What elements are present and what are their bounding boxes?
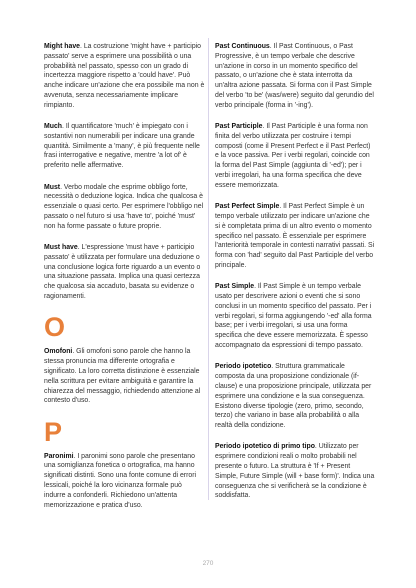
entry-term: Past Participle	[215, 123, 263, 131]
entry-term: Past Continuous	[215, 43, 270, 50]
entry-definition: . I paronimi sono parole che presentano una somiglianza fonetica o ortografica, ma hanno significati distinti. Sono una fonte comune di errori lessicali, poiché la loro vicinanza formale può indurre a confonderli. Richiedono un'attenta memorizzazione e pratica d'uso.	[44, 452, 197, 509]
entry-term: Must	[44, 183, 61, 191]
entry-definition: . L'espressione 'must have + participio passato' è utilizzata per formulare una deduzione o una conclusione logica forte riguardo a un evento o una situazione passata. Implica una quasi certezza che qualcosa sia accaduto, basata su evidenze o ragionamenti.	[44, 244, 201, 301]
column-divider	[208, 38, 209, 500]
entry-term: Must have	[44, 244, 78, 252]
entry-must	[44, 183, 205, 232]
section-letter-p: P	[44, 416, 63, 447]
right-column	[215, 42, 375, 513]
entry-definition: . Il Past Continuous, o Past Progressive, è un tempo verbale che descrive un'azione in corso in un momento specifico del passato, o un'azione che è stata interrotta da un'altra azione passata. Si forma con il Past Simple del verbo 'to be' (was/were) seguito dal gerundio del verbo principale (forma in '-ing').	[215, 43, 374, 109]
entry-definition: . Verbo modale che esprime obbligo forte, necessità o deduzione logica. Indica che qualcosa è essenziale o quasi certo. Per esprimere l'obbligo nel passato o nel futuro si usa 'have to', poiché 'must' non ha forme passate o future proprie.	[44, 183, 204, 230]
entry-definition: . Il Past Simple è un tempo verbale usato per descrivere azioni o eventi che si sono conclusi in un momento specifico del passato. Per i verbi regolari, si forma aggiungendo '-ed' alla forma base; per i verbi irregolari, si usa una forma specifica che deve essere memorizzata. È spesso accompagnato da espressioni di tempo passato.	[215, 283, 372, 350]
entry-must-have	[44, 243, 205, 302]
section-letter-o: O	[44, 312, 66, 343]
entry-much	[44, 122, 205, 171]
entry-definition: . Il quantificatore 'much' è impiegato con i sostantivi non numerabili per indicare una grande quantità. Similmente a 'many', è più frequente nelle frasi interrogative e negative, mentre 'a lot of' è preferito nelle affermative.	[44, 123, 200, 170]
entry-periodo-ipotetico	[215, 362, 375, 431]
entry-term: Much	[44, 123, 62, 131]
entry-term: Omofoni	[44, 348, 73, 356]
entry-past-simple	[215, 282, 375, 351]
entry-definition: . Gli omofoni sono parole che hanno la stessa pronuncia ma differente ortografia e significato. La loro corretta distinzione è essenziale nella scrittura per evitare ambiguità e garantire la chiarezza del messaggio, richiedendo attenzione al contesto d'uso.	[44, 348, 201, 405]
left-column	[44, 42, 205, 522]
entry-definition: . Utilizzato per esprimere condizioni reali o molto probabili nel presente o futuro. La struttura è 'If + Present Simple, Future Simple (will + base form)'. Indica una conseguenza che si verificherà se la condizione è soddisfatta.	[215, 443, 375, 500]
entry-definition: . Il Past Perfect Simple è un tempo verbale utilizzato per indicare un'azione che si è completata prima di un altro evento o momento specifico nel passato. È essenziale per esprimere l'anteriorità temporale in contesti narrativi passati. Si forma con 'had' seguito dal Past Participle del verbo principale.	[215, 203, 375, 269]
entry-definition: . La costruzione 'might have + participio passato' serve a esprimere una possibilità o una probabilità nel passato, spesso con un grado di incertezza maggiore rispetto a 'could have'. Può anche indicare un'azione che era possibile ma non è avvenuta, senza necessariamente implicare rimpianto.	[44, 43, 205, 109]
entry-periodo-ipotetico-primo-tipo	[215, 442, 375, 501]
entry-definition: . Struttura grammaticale composta da una proposizione condizionale (if-clause) e una proposizione principale, utilizzata per esprimere una condizione e la sua conseguenza. Esistono diverse tipologie (zero, primo, secondo, terzo) che variano in base alla probabilità o alla realtà della condizione.	[215, 363, 372, 430]
entry-term: Periodo ipotetico	[215, 363, 272, 371]
entry-past-continuous	[215, 42, 375, 111]
entry-term: Past Perfect Simple	[215, 203, 280, 211]
entry-past-perfect-simple	[215, 202, 375, 271]
entry-might-have	[44, 42, 205, 111]
entry-term: Past Simple	[215, 283, 255, 291]
entry-past-participle	[215, 122, 375, 191]
entry-term: Paronimi	[44, 452, 74, 460]
entry-term: Periodo ipotetico di primo tipo	[215, 443, 315, 451]
entry-omofoni	[44, 347, 205, 406]
entry-definition: . Il Past Participle è una forma non finita del verbo utilizzata per costruire i tempi composti (come il Present Perfect e il Past Perfect) e la voce passiva. Per i verbi regolari, coincide con la forma del Past Simple (aggiunta di '-ed'); per i verbi irregolari, ha una forma specifica che deve essere memorizzata.	[215, 123, 371, 189]
page-number: 270	[202, 560, 214, 567]
entry-paronimi	[44, 452, 205, 511]
entry-term: Might have	[44, 43, 80, 50]
